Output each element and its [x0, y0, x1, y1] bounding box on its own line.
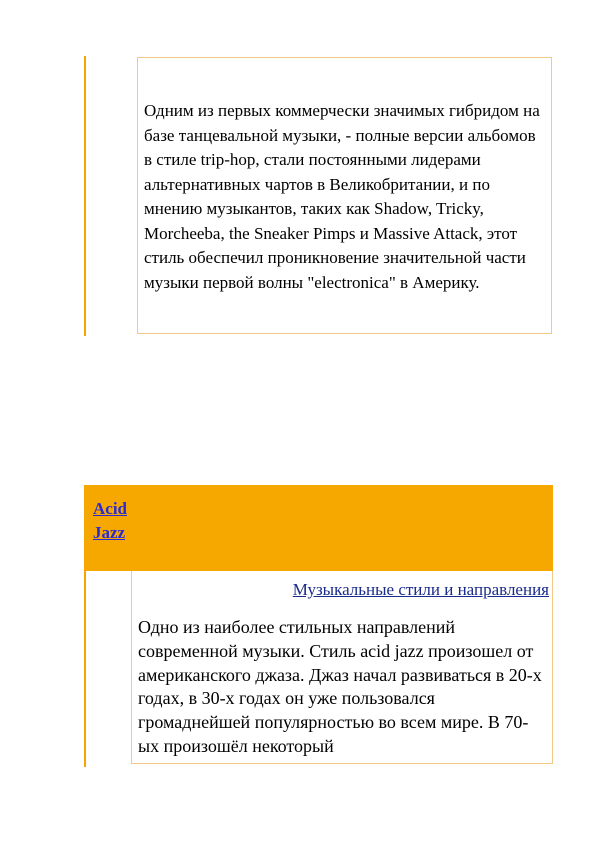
left-accent-rule-top	[84, 56, 86, 336]
section-header-band	[84, 485, 553, 571]
acid-jazz-paragraph: Одно из наиболее стильных направлений современной музыки. Стиль acid jazz произошел от американского джаза. Джаз начал развиваться в 20-х годах, в 30-х годах он уже пользовался громаднейшей популярностью во всем мире. В 70-ых произошёл некоторый	[138, 617, 542, 756]
left-accent-rule-bottom	[84, 571, 86, 767]
trip-hop-paragraph: Одним из первых коммерчески значимых гибридом на базе танцевальной музыки, - полные версии альбомов в стиле trip-hop, стали постоянными лидерами альтернативных чартов в Великобритании, и по мнению музыкантов, таких как Shadow, Tricky, Morcheeba, the Sneaker Pimps и Massive Attack, этот стиль обеспечил проникновение значительной части музыки первой волны "electronica" в Америку.	[144, 101, 540, 292]
acid-jazz-link[interactable]: Acid Jazz	[93, 499, 127, 542]
music-styles-link[interactable]: Музыкальные стили и направления	[292, 580, 549, 599]
